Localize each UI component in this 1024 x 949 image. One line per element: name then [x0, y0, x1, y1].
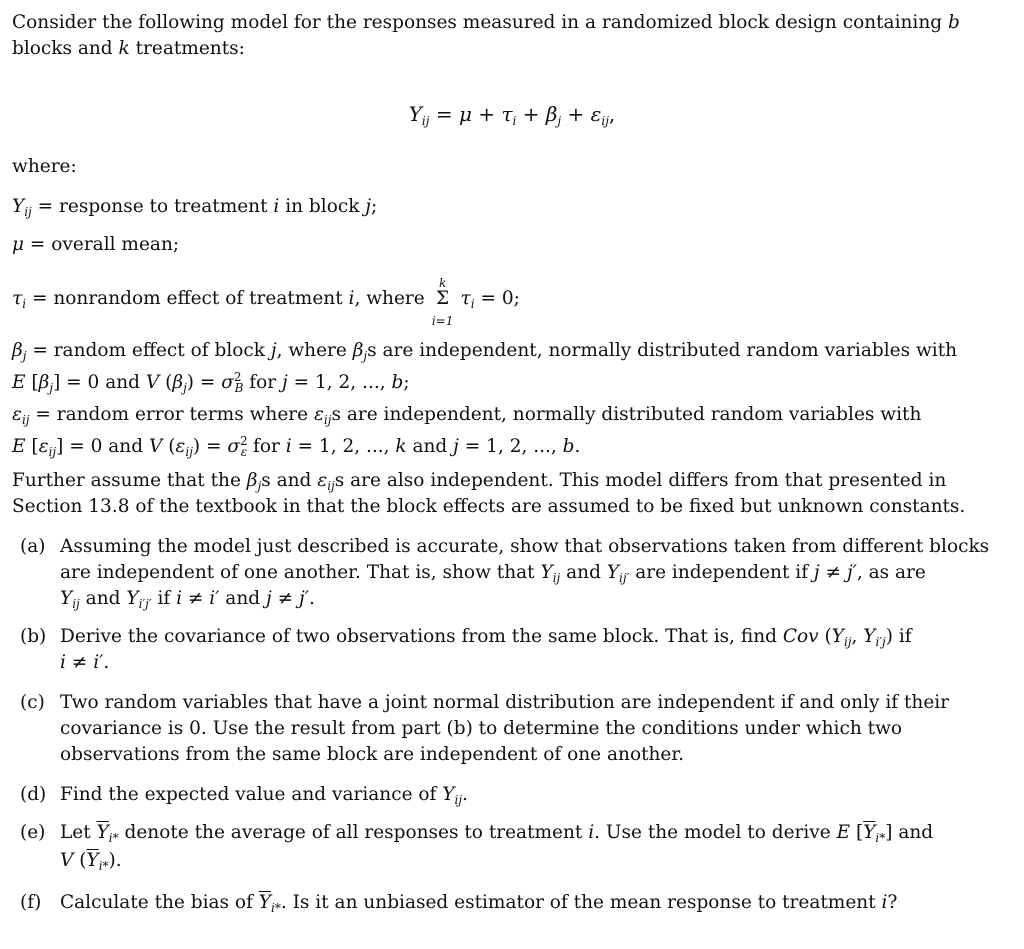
part-c-label: (c) [20, 692, 45, 713]
part-b: (b) Derive the covariance of two observations from the same block. That is, find Cov ($Y_{ij}$, $Y_{i'j}$) if [20, 626, 912, 649]
part-f: (f) Calculate the bias of $\overline{Y}_{i*}$. Is it an unbiased estimator of the mean response to treatment i? [20, 892, 898, 915]
part-a-line-3: $Y_{ij}$ and $Y_{i'j'}$ if i ≠ i′ and j ≠ j′. [60, 588, 315, 611]
further-line-2: Section 13.8 of the textbook in that the block effects are assumed to be fixed but unknown constants. [12, 496, 966, 517]
part-f-label: (f) [20, 892, 42, 913]
part-e-line-2: V $(\overline{Y}_{i*})$. [60, 850, 122, 873]
definition-eps-line-2: E $[\varepsilon_{ij}] = 0$ and V $(\varepsilon_{ij}) = \sigma^2_\varepsilon$ for i = 1, 2, ..., k and j = 1, 2, ..., b. [12, 434, 581, 460]
intro-line-2: blocks and k treatments: [12, 38, 245, 59]
definition-eps-line-1: $\varepsilon_{ij}$ = random error terms where $\varepsilon_{ij}s$ are independent, normally distributed random variables with [12, 404, 922, 427]
part-a-label: (a) [20, 536, 46, 557]
part-c-line-1: Two random variables that have a joint normal distribution are independent if and only if their [60, 692, 950, 713]
part-a-line-1: Assuming the model just described is accurate, show that observations taken from different blocks [60, 536, 990, 557]
part-d-label: (d) [20, 784, 47, 805]
model-equation: $Y_{ij} = \mu + \tau_i + \beta_j + \varepsilon_{ij}$, [408, 102, 616, 128]
where-label: where: [12, 156, 77, 177]
intro-line-1: Consider the following model for the responses measured in a randomized block design containing b [12, 12, 960, 33]
part-d: (d) Find the expected value and variance of $Y_{ij}$. [20, 784, 468, 807]
definition-tau: $\tau_i$ = nonrandom effect of treatment i, where k Σ i=1 $\tau_i = 0$; [12, 276, 520, 328]
part-c-line-3: observations from the same block are independent of one another. [60, 744, 685, 765]
part-b-label: (b) [20, 626, 47, 647]
intro-text-1: Consider the following model for the responses measured in a randomized block design containing [12, 12, 948, 33]
part-e: (e) Let $\overline{Y}_{i*}$ denote the average of all responses to treatment i. Use the model to derive E $[\overline{Y}_{i*}]$ and [20, 822, 934, 845]
definition-mu: μ = overall mean; [12, 234, 180, 255]
part-a [20, 534, 989, 560]
part-b-line-2: i ≠ i′. [60, 652, 110, 673]
further-line-1: Further assume that the $\beta_js$ and $\varepsilon_{ij}s$ are also independent. This model differs from that presented in [12, 470, 947, 493]
summation-symbol: k Σ i=1 [431, 276, 454, 328]
part-e-label: (e) [20, 822, 46, 843]
part-c [20, 690, 949, 716]
definition-beta-line-2: E $[\beta_j] = 0$ and V $(\beta_j) = \sigma^2_B$ for j = 1, 2, ..., b; [12, 370, 410, 396]
part-a-line-2: are independent of one another. That is, show that $Y_{ij}$ and $Y_{ij'}$ are independent if j ≠ j′, as are [60, 562, 926, 585]
part-c-line-2: covariance is 0. Use the result from part (b) to determine the conditions under which two [60, 718, 903, 739]
definition-beta-line-1: $\beta_j$ = random effect of block j, where $\beta_js$ are independent, normally distributed random variables with [12, 340, 958, 363]
definition-y: $Y_{ij}$ = response to treatment i in block j; [12, 196, 378, 219]
